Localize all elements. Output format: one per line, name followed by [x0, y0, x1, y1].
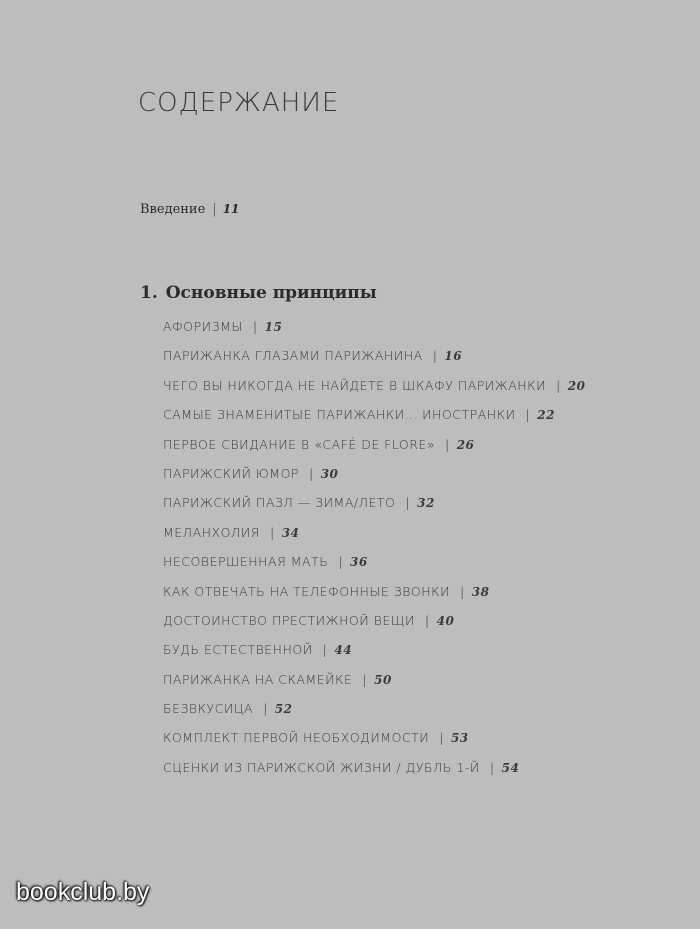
- toc-item-page: 36: [350, 555, 368, 570]
- toc-item-page: 20: [567, 378, 586, 393]
- page-separator: |: [269, 524, 275, 540]
- toc-item-page: 40: [436, 613, 455, 628]
- toc-item: [163, 341, 585, 370]
- toc-item-label: САМЫЕ ЗНАМЕНИТЫЕ ПАРИЖАНКИ… ИНОСТРАНКИ: [163, 407, 516, 423]
- toc-item-label: СЦЕНКИ ИЗ ПАРИЖСКОЙ ЖИЗНИ / ДУБЛЬ 1-Й: [163, 759, 480, 775]
- chapter-title: Основные принципы: [165, 283, 377, 303]
- watermark: bookclub.by: [16, 878, 150, 906]
- toc-item-label: БУДЬ ЕСТЕСТВЕННОЙ: [163, 642, 313, 658]
- page-separator: |: [444, 436, 450, 452]
- chapter-number: 1.: [140, 283, 158, 303]
- toc-item: [163, 312, 585, 341]
- toc-item-page: 50: [374, 672, 392, 687]
- page-separator: |: [263, 701, 268, 717]
- toc-item-label: ДОСТОИНСТВО ПРЕСТИЖНОЙ ВЕЩИ: [163, 612, 415, 628]
- page-separator: |: [460, 583, 465, 599]
- toc-item-page: 15: [264, 320, 283, 334]
- toc-item-page: 26: [456, 437, 475, 452]
- toc-item-page: 38: [471, 584, 490, 599]
- toc-item: [163, 665, 585, 694]
- page-separator: |: [525, 407, 531, 423]
- toc-item-label: ПАРИЖАНКА ГЛАЗАМИ ПАРИЖАНИНА: [163, 348, 423, 364]
- page-separator: |: [556, 377, 561, 393]
- page-separator: |: [362, 671, 368, 687]
- toc-item-page: 53: [450, 731, 469, 746]
- toc-item-page: 30: [320, 466, 339, 481]
- toc-item: [163, 606, 585, 635]
- toc-item-page: 44: [334, 643, 353, 658]
- toc-item: [163, 400, 585, 429]
- toc-item-label: КАК ОТВЕЧАТЬ НА ТЕЛЕФОННЫЕ ЗВОНКИ: [163, 583, 451, 599]
- intro-page-number: 11: [222, 202, 240, 216]
- toc-item-label: МЕЛАНХОЛИЯ: [163, 524, 260, 540]
- toc-item-label: ПАРИЖСКИЙ ЮМОР: [163, 465, 299, 481]
- toc-item-label: НЕСОВЕРШЕННАЯ МАТЬ: [163, 554, 329, 570]
- toc-item: [163, 753, 585, 782]
- toc-item-label: ЧЕГО ВЫ НИКОГДА НЕ НАЙДЕТЕ В ШКАФУ ПАРИЖАНКИ: [163, 377, 547, 393]
- toc-item: [163, 459, 585, 488]
- toc-item-label: ПАРИЖАНКА НА СКАМЕЙКЕ: [163, 671, 353, 687]
- toc-item-label: КОМПЛЕКТ ПЕРВОЙ НЕОБХОДИМОСТИ: [163, 730, 430, 746]
- toc-item: [163, 723, 585, 752]
- page-separator: |: [212, 202, 217, 217]
- toc-entry-intro: [140, 202, 239, 217]
- page-separator: |: [322, 642, 328, 658]
- intro-label: Введение: [140, 202, 206, 217]
- toc-item-label: ПАРИЖСКИЙ ПАЗЛ — ЗИМА/ЛЕТО: [163, 495, 396, 511]
- page-title: СОДЕРЖАНИЕ: [138, 88, 340, 118]
- toc-item: [163, 518, 585, 547]
- toc-item-page: 52: [274, 702, 293, 717]
- toc-list: [163, 312, 585, 782]
- toc-item-page: 34: [281, 525, 300, 540]
- page-separator: |: [338, 554, 344, 570]
- page-separator: |: [308, 465, 314, 481]
- toc-item-page: 54: [501, 760, 520, 775]
- toc-item: [163, 371, 585, 400]
- toc-item: [163, 577, 585, 606]
- page-separator: |: [405, 495, 411, 511]
- page-separator: |: [252, 319, 258, 334]
- toc-item: [163, 694, 585, 723]
- page-separator: |: [424, 612, 430, 628]
- page-separator: |: [489, 759, 495, 775]
- toc-item: [163, 488, 585, 517]
- page-separator: |: [432, 348, 438, 364]
- toc-item-label: ПЕРВОЕ СВИДАНИЕ В «CAFÉ DE FLORE»: [163, 436, 435, 452]
- toc-item-page: 22: [537, 408, 555, 423]
- toc-item-label: АФОРИЗМЫ: [163, 319, 243, 334]
- toc-item-label: БЕЗВКУСИЦА: [163, 701, 254, 717]
- toc-item: [163, 547, 585, 576]
- toc-item: [163, 635, 585, 664]
- toc-item-page: 32: [417, 496, 435, 511]
- page-separator: |: [439, 730, 444, 746]
- toc-item: [163, 430, 585, 459]
- toc-item-page: 16: [444, 349, 463, 364]
- chapter-heading: [140, 283, 377, 303]
